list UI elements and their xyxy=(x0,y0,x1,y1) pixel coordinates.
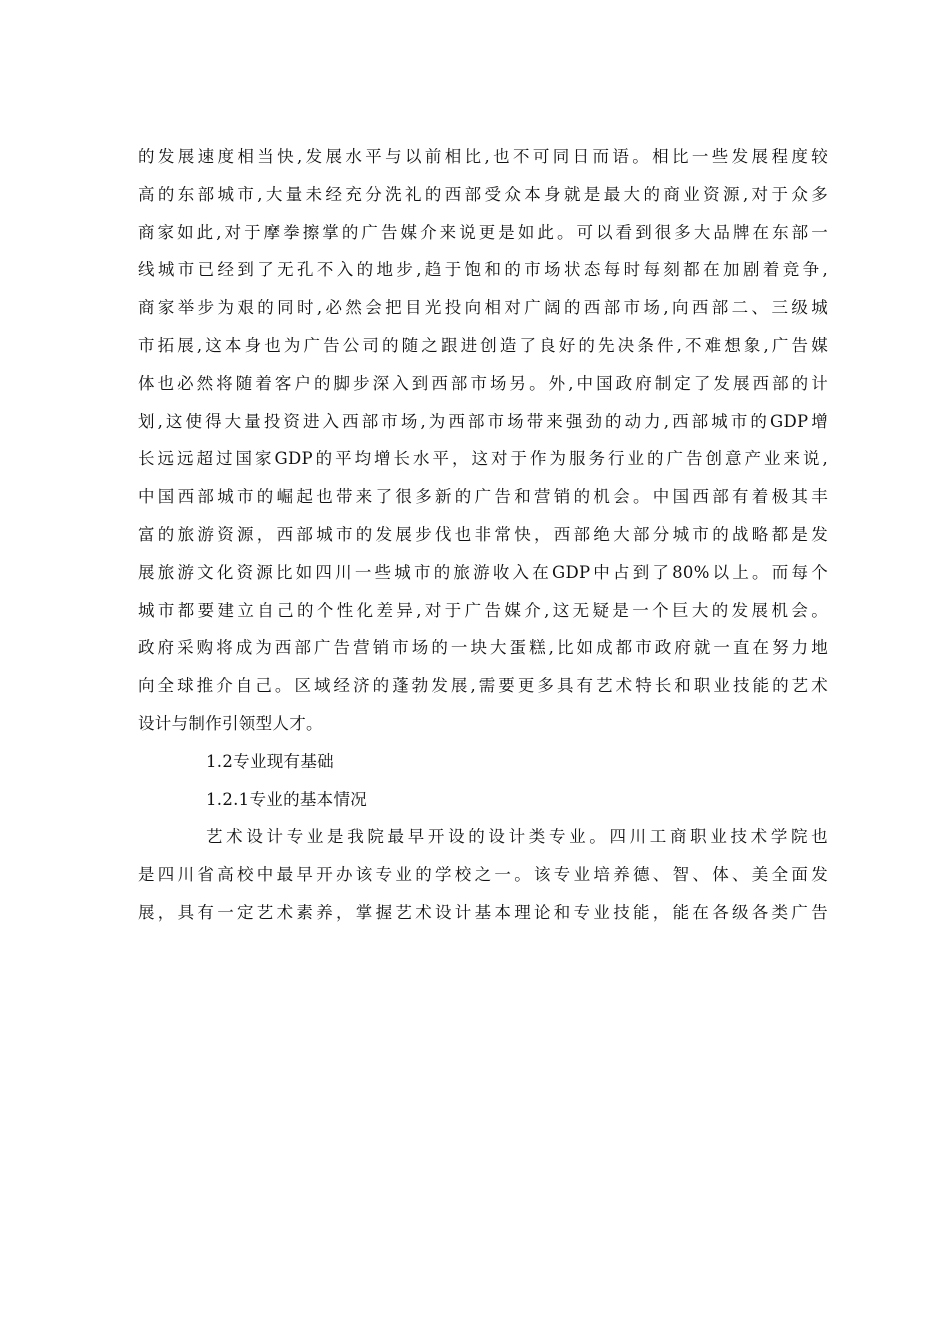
text-line: 向全球推介自己。区域经济的蓬勃发展,需要更多具有艺术特长和职业技能的艺术 xyxy=(138,676,828,696)
text-line: 市拓展,这本身也为广告公司的随之跟进创造了良好的先决条件,不难想象,广告媒 xyxy=(138,335,828,355)
text-line: 划,这使得大量投资进入西部市场,为西部市场带来强劲的动力,西部城市的GDP增 xyxy=(138,411,828,431)
text-line: 城市都要建立自己的个性化差异,对于广告媒介,这无疑是一个巨大的发展机会。 xyxy=(138,600,828,620)
text-line: 展，具有一定艺术素养，掌握艺术设计基本理论和专业技能，能在各级各类广告 xyxy=(138,902,828,922)
text-line: 是四川省高校中最早开办该专业的学校之一。该专业培养德、智、体、美全面发 xyxy=(138,865,828,885)
text-line: 商家如此,对于摩拳擦掌的广告媒介来说更是如此。可以看到很多大品牌在东部一 xyxy=(138,222,828,242)
text-line: 富的旅游资源，西部城市的发展步伐也非常快，西部绝大部分城市的战略都是发 xyxy=(138,524,828,544)
text-line: 艺术设计专业是我院最早开设的设计类专业。四川工商职业技术学院也 xyxy=(206,827,828,847)
document-body xyxy=(138,138,828,932)
text-line: 高的东部城市,大量未经充分洗礼的西部受众本身就是最大的商业资源,对于众多 xyxy=(138,184,828,204)
text-line: 设计与制作引领型人才。 xyxy=(138,713,323,733)
text-line: 体也必然将随着客户的脚步深入到西部市场另。外,中国政府制定了发展西部的计 xyxy=(138,373,828,393)
text-line: 中国西部城市的崛起也带来了很多新的广告和营销的机会。中国西部有着极其丰 xyxy=(138,487,828,507)
text-line: 展旅游文化资源比如四川一些城市的旅游收入在GDP中占到了80%以上。而每个 xyxy=(138,562,828,582)
text-line: 线城市已经到了无孔不入的地步,趋于饱和的市场状态每时每刻都在加剧着竞争, xyxy=(138,260,828,280)
paragraph-program-overview xyxy=(138,818,828,931)
text-line: 的发展速度相当快,发展水平与以前相比,也不可同日而语。相比一些发展程度较 xyxy=(138,147,828,166)
text-line: 长远远超过国家GDP的平均增长水平，这对于作为服务行业的广告创意产业来说, xyxy=(138,449,828,469)
section-heading: 1.2专业现有基础 xyxy=(206,751,334,771)
text-line: 商家举步为艰的同时,必然会把目光投向相对广阔的西部市场,向西部二、三级城 xyxy=(138,298,828,318)
text-line: 政府采购将成为西部广告营销市场的一块大蛋糕,比如成都市政府就一直在努力地 xyxy=(138,638,828,658)
subsection-heading: 1.2.1专业的基本情况 xyxy=(206,789,368,809)
paragraph-regional-development xyxy=(138,138,828,743)
